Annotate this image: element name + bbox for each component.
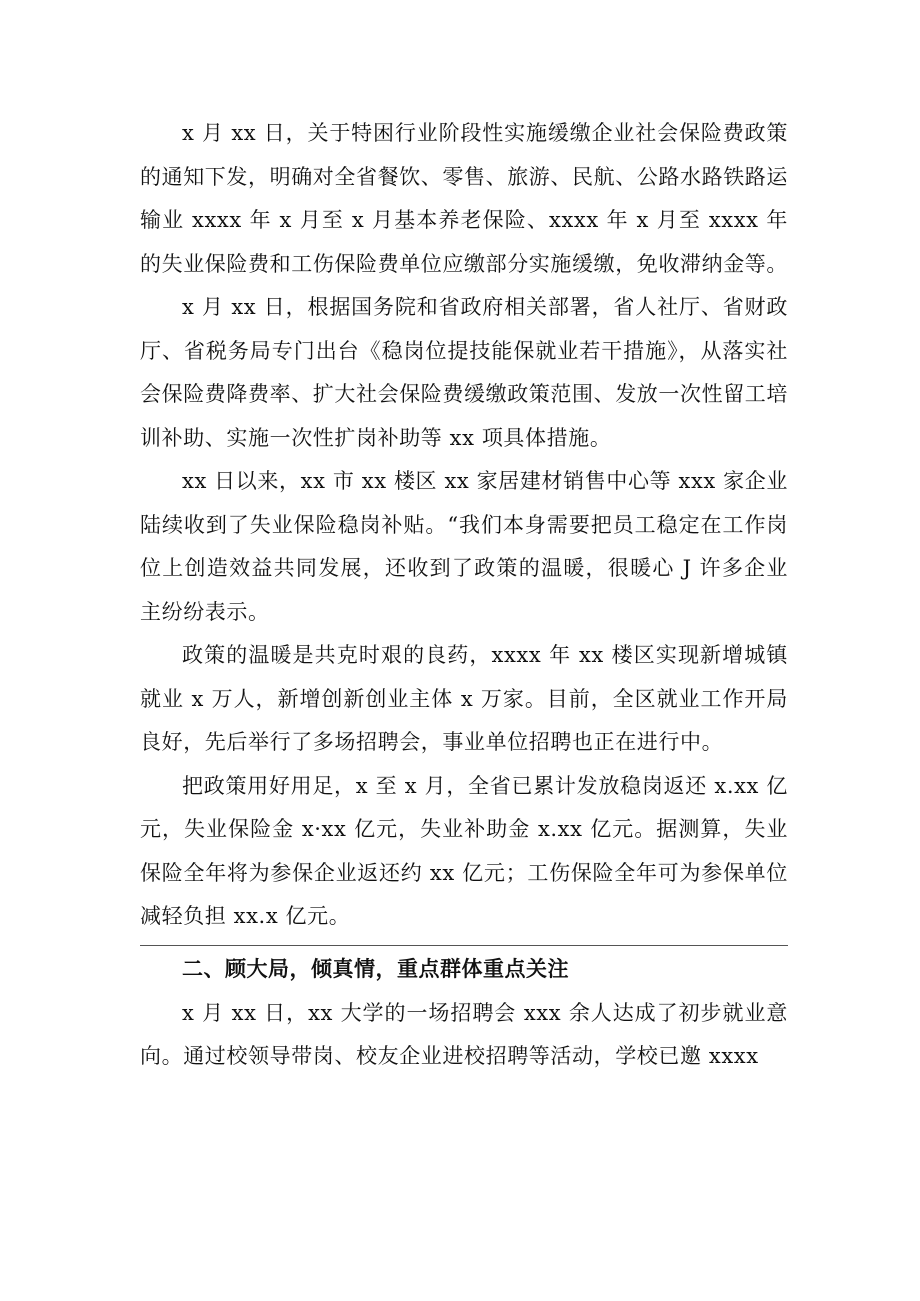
paragraph-funds-released: 把政策用好用足，x 至 x 月，全省已累计发放稳岗返还 x.xx 亿元，失业保险金 x·xx 亿元，失业补助金 x.xx 亿元。据测算，失业保险全年将为参保企业返还约 xx 亿元；工伤保险全年可为参保单位减轻负担 xx.x 亿元。 bbox=[140, 773, 788, 928]
paragraph-employment-results: 政策的温暖是共克时艰的良药，xxxx 年 xx 楼区实现新增城镇就业 x 万人，新增创新创业主体 x 万家。目前，全区就业工作开局良好，先后举行了多场招聘会，事业单位招聘也正在进行中。 bbox=[140, 643, 788, 754]
paragraph-deferral-policy: x 月 xx 日，关于特困行业阶段性实施缓缴企业社会保险费政策的通知下发，明确对全省餐饮、零售、旅游、民航、公路水路铁路运输业 xxxx 年 x 月至 x 月基本养老保险、xxxx 年 x 月至 xxxx 年的失业保险费和工伤保险费单位应缴部分实施缓缴，免收滞纳金等。 bbox=[140, 121, 788, 276]
document-page bbox=[140, 112, 788, 1079]
paragraph-university-job-fair: x 月 xx 日，xx 大学的一场招聘会 xxx 余人达成了初步就业意向。通过校领导带岗、校友企业进校招聘等活动，学校已邀 xxxx bbox=[140, 1000, 788, 1068]
section-heading: 二、顾大局，倾真情，重点群体重点关注 bbox=[182, 956, 569, 981]
paragraph-job-stability-measures: x 月 xx 日，根据国务院和省政府相关部署，省人社厅、省财政厅、省税务局专门出台《稳岗位提技能保就业若干措施》，从落实社会保险费降费率、扩大社会保险费缓缴政策范围、发放一次性留工培训补助、实施一次性扩岗补助等 xx 项具体措施。 bbox=[140, 295, 788, 450]
paragraph-subsidy-received: xx 日以来，xx 市 xx 楼区 xx 家居建材销售中心等 xxx 家企业陆续收到了失业保险稳岗补贴。“我们本身需要把员工稳定在工作岗位上创造效益共同发展，还收到了政策的温暖，很暖心 J 许多企业主纷纷表示。 bbox=[140, 469, 788, 624]
